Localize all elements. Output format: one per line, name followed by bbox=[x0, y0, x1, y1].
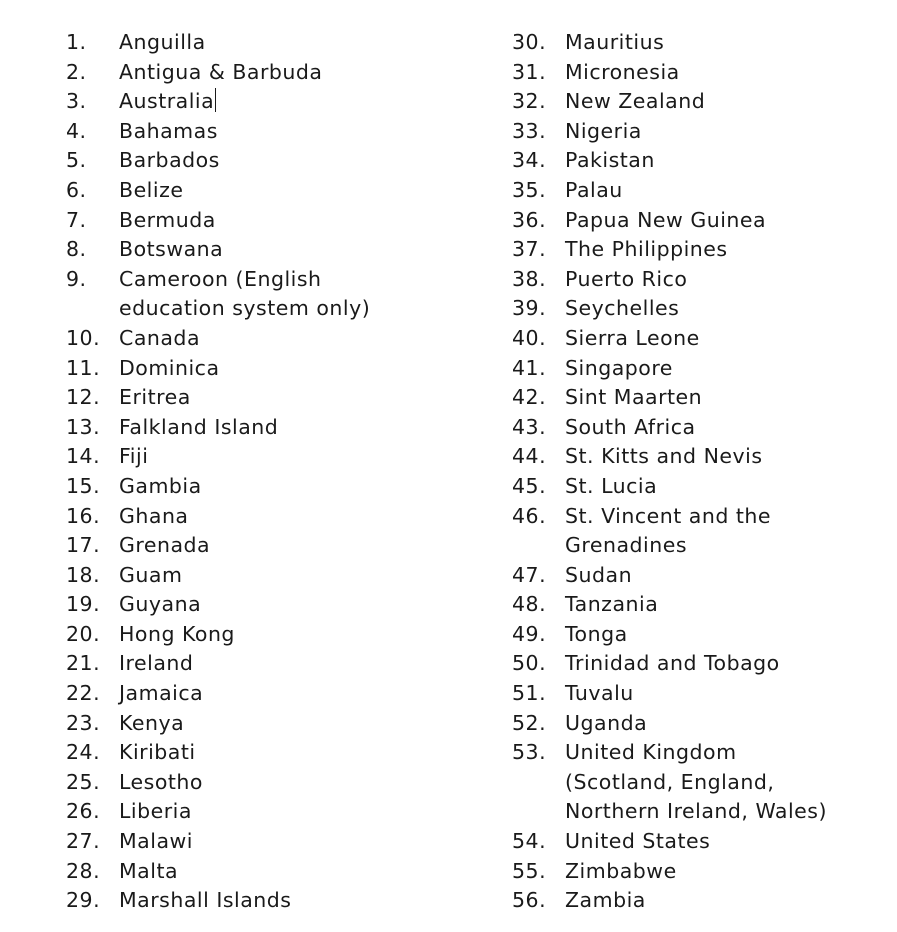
list-item-number: 8. bbox=[66, 237, 87, 262]
list-item-country-name: Tonga bbox=[565, 621, 628, 646]
list-item-country-name: Falkland Island bbox=[119, 414, 279, 439]
list-item-number: 55. bbox=[512, 858, 547, 883]
list-item-ireland bbox=[66, 649, 486, 679]
list-item-nigeria bbox=[512, 117, 892, 147]
list-item-st-kitts-and-nevis bbox=[512, 442, 892, 472]
list-item-anguilla bbox=[66, 28, 486, 58]
list-item-number: 18. bbox=[66, 562, 101, 587]
list-item-country-name: St. Kitts and Nevis bbox=[565, 444, 763, 469]
list-item-country-name: Canada bbox=[119, 325, 201, 350]
list-item-country-name: Botswana bbox=[119, 237, 224, 262]
list-item-number: 49. bbox=[512, 621, 547, 646]
list-item-country-name: Tanzania bbox=[565, 592, 659, 617]
list-item-number: 23. bbox=[66, 710, 101, 735]
list-item-number: 7. bbox=[66, 207, 87, 232]
list-item-country-name: New Zealand bbox=[565, 89, 706, 114]
list-item-country-name: Lesotho bbox=[119, 769, 203, 794]
list-item-number: 38. bbox=[512, 266, 547, 291]
list-item-number: 11. bbox=[66, 355, 101, 380]
list-item-guyana bbox=[66, 590, 486, 620]
list-item-country-name: Ghana bbox=[119, 503, 189, 528]
list-item-number: 27. bbox=[66, 829, 101, 854]
list-item-tonga bbox=[512, 620, 892, 650]
list-item-country-name: Puerto Rico bbox=[565, 266, 688, 291]
list-item-country-name: Eritrea bbox=[119, 385, 191, 410]
list-item-country-name: Trinidad and Tobago bbox=[565, 651, 780, 676]
list-item-country-name: United States bbox=[565, 829, 711, 854]
list-item-eritrea bbox=[66, 383, 486, 413]
list-item-singapore bbox=[512, 354, 892, 384]
list-item-number: 12. bbox=[66, 385, 101, 410]
list-item-country-name: South Africa bbox=[565, 414, 696, 439]
list-item-number: 40. bbox=[512, 325, 547, 350]
list-item-country-name: Sierra Leone bbox=[565, 325, 700, 350]
list-item-country-name: Kenya bbox=[119, 710, 185, 735]
list-item-number: 52. bbox=[512, 710, 547, 735]
list-item-country-name: Tuvalu bbox=[565, 681, 634, 706]
list-item-country-name: Sudan bbox=[565, 562, 633, 587]
list-item-country-name: Malawi bbox=[119, 829, 193, 854]
list-item-number: 2. bbox=[66, 59, 87, 84]
list-item-country-name: Zimbabwe bbox=[565, 858, 677, 883]
list-item-number: 32. bbox=[512, 89, 547, 114]
list-item-number: 3. bbox=[66, 89, 87, 114]
list-item-papua-new-guinea bbox=[512, 206, 892, 236]
list-item-country-name: Mauritius bbox=[565, 30, 665, 54]
list-item-antigua-barbuda bbox=[66, 58, 486, 88]
list-item-tuvalu bbox=[512, 679, 892, 709]
list-item-number: 33. bbox=[512, 118, 547, 143]
list-item-country-name: Dominica bbox=[119, 355, 220, 380]
list-item-number: 34. bbox=[512, 148, 547, 173]
list-item-country-name: Kiribati bbox=[119, 740, 196, 765]
list-item-country-name: Bahamas bbox=[119, 118, 218, 143]
list-item-kiribati bbox=[66, 738, 486, 768]
list-item-number: 29. bbox=[66, 888, 101, 913]
list-item-sierra-leone bbox=[512, 324, 892, 354]
list-item-country-name: Ireland bbox=[119, 651, 194, 676]
list-item-country-name: Cameroon (English education system only) bbox=[119, 266, 371, 321]
list-item-australia bbox=[66, 87, 486, 117]
list-item-country-name: Antigua & Barbuda bbox=[119, 59, 323, 84]
list-item-united-kingdom bbox=[512, 738, 892, 827]
list-item-country-name: Singapore bbox=[565, 355, 673, 380]
list-item-number: 20. bbox=[66, 621, 101, 646]
list-item-number: 50. bbox=[512, 651, 547, 676]
list-item-country-name: Guam bbox=[119, 562, 183, 587]
list-item-st-lucia bbox=[512, 472, 892, 502]
list-item-malawi bbox=[66, 827, 486, 857]
list-item-kenya bbox=[66, 709, 486, 739]
list-item-country-name: Australia bbox=[119, 89, 215, 114]
list-item-number: 5. bbox=[66, 148, 87, 173]
list-item-country-name: Anguilla bbox=[119, 30, 206, 54]
list-item-guam bbox=[66, 561, 486, 591]
list-item-number: 36. bbox=[512, 207, 547, 232]
list-item-number: 1. bbox=[66, 30, 87, 54]
list-item-micronesia bbox=[512, 58, 892, 88]
list-item-pakistan bbox=[512, 146, 892, 176]
list-item-fiji bbox=[66, 442, 486, 472]
list-item-number: 9. bbox=[66, 266, 87, 291]
list-item-the-philippines bbox=[512, 235, 892, 265]
list-item-number: 28. bbox=[66, 858, 101, 883]
list-item-country-name: Grenada bbox=[119, 533, 211, 558]
list-item-country-name: Zambia bbox=[565, 888, 646, 913]
list-item-liberia bbox=[66, 797, 486, 827]
list-item-puerto-rico bbox=[512, 265, 892, 295]
text-cursor-caret bbox=[215, 88, 216, 112]
list-item-number: 53. bbox=[512, 740, 547, 765]
list-item-country-name: Liberia bbox=[119, 799, 192, 824]
list-item-number: 54. bbox=[512, 829, 547, 854]
list-item-jamaica bbox=[66, 679, 486, 709]
list-item-south-africa bbox=[512, 413, 892, 443]
list-item-country-name: Micronesia bbox=[565, 59, 680, 84]
list-item-country-name: Fiji bbox=[119, 444, 149, 469]
list-item-country-name: Jamaica bbox=[119, 681, 204, 706]
list-item-number: 30. bbox=[512, 30, 547, 54]
country-list-left-column bbox=[66, 28, 486, 916]
list-item-botswana bbox=[66, 235, 486, 265]
list-item-number: 45. bbox=[512, 473, 547, 498]
list-item-number: 47. bbox=[512, 562, 547, 587]
list-item-number: 17. bbox=[66, 533, 101, 558]
list-item-canada bbox=[66, 324, 486, 354]
list-item-palau bbox=[512, 176, 892, 206]
list-item-country-name: Palau bbox=[565, 177, 623, 202]
list-item-number: 10. bbox=[66, 325, 101, 350]
list-item-number: 15. bbox=[66, 473, 101, 498]
list-item-number: 13. bbox=[66, 414, 101, 439]
list-item-number: 48. bbox=[512, 592, 547, 617]
list-item-number: 6. bbox=[66, 177, 87, 202]
list-item-number: 25. bbox=[66, 769, 101, 794]
list-item-country-name: Pakistan bbox=[565, 148, 655, 173]
list-item-country-name: Belize bbox=[119, 177, 184, 202]
list-item-country-name: Marshall Islands bbox=[119, 888, 292, 913]
list-item-country-name: Seychelles bbox=[565, 296, 680, 321]
country-list-right-column bbox=[512, 28, 892, 916]
list-item-number: 24. bbox=[66, 740, 101, 765]
list-item-grenada bbox=[66, 531, 486, 561]
list-item-country-name: Gambia bbox=[119, 473, 202, 498]
list-item-malta bbox=[66, 857, 486, 887]
list-item-zambia bbox=[512, 886, 892, 916]
list-item-falkland-island bbox=[66, 413, 486, 443]
list-item-country-name: Nigeria bbox=[565, 118, 642, 143]
list-item-bermuda bbox=[66, 206, 486, 236]
list-item-number: 16. bbox=[66, 503, 101, 528]
list-item-st-vincent-and-the bbox=[512, 502, 892, 561]
list-item-country-name: Barbados bbox=[119, 148, 220, 173]
list-item-marshall-islands bbox=[66, 886, 486, 916]
list-item-zimbabwe bbox=[512, 857, 892, 887]
list-item-number: 4. bbox=[66, 118, 87, 143]
list-item-barbados bbox=[66, 146, 486, 176]
list-item-uganda bbox=[512, 709, 892, 739]
list-item-number: 51. bbox=[512, 681, 547, 706]
list-item-trinidad-and-tobago bbox=[512, 649, 892, 679]
list-item-dominica bbox=[66, 354, 486, 384]
list-item-country-name: St. Lucia bbox=[565, 473, 658, 498]
list-item-country-name: Sint Maarten bbox=[565, 385, 703, 410]
list-item-number: 26. bbox=[66, 799, 101, 824]
list-item-country-name: Uganda bbox=[565, 710, 648, 735]
list-item-bahamas bbox=[66, 117, 486, 147]
list-item-mauritius bbox=[512, 28, 892, 58]
list-item-number: 41. bbox=[512, 355, 547, 380]
list-item-country-name: St. Vincent and the Grenadines bbox=[565, 503, 772, 558]
list-item-sint-maarten bbox=[512, 383, 892, 413]
list-item-sudan bbox=[512, 561, 892, 591]
list-item-number: 43. bbox=[512, 414, 547, 439]
list-item-country-name: Guyana bbox=[119, 592, 202, 617]
list-item-number: 42. bbox=[512, 385, 547, 410]
list-item-number: 39. bbox=[512, 296, 547, 321]
list-item-number: 21. bbox=[66, 651, 101, 676]
list-item-country-name: Papua New Guinea bbox=[565, 207, 767, 232]
list-item-belize bbox=[66, 176, 486, 206]
list-item-number: 22. bbox=[66, 681, 101, 706]
list-item-united-states bbox=[512, 827, 892, 857]
list-item-number: 44. bbox=[512, 444, 547, 469]
list-item-gambia bbox=[66, 472, 486, 502]
list-item-number: 31. bbox=[512, 59, 547, 84]
list-item-country-name: Bermuda bbox=[119, 207, 216, 232]
list-item-ghana bbox=[66, 502, 486, 532]
list-item-hong-kong bbox=[66, 620, 486, 650]
list-item-new-zealand bbox=[512, 87, 892, 117]
list-item-number: 35. bbox=[512, 177, 547, 202]
list-item-country-name: United Kingdom (Scotland, England, Northern Ireland, Wales) bbox=[565, 740, 827, 824]
list-item-country-name: Hong Kong bbox=[119, 621, 235, 646]
list-item-number: 37. bbox=[512, 237, 547, 262]
list-item-number: 56. bbox=[512, 888, 547, 913]
list-item-cameroon-english bbox=[66, 265, 486, 324]
list-item-country-name: The Philippines bbox=[565, 237, 728, 262]
list-item-number: 14. bbox=[66, 444, 101, 469]
list-item-tanzania bbox=[512, 590, 892, 620]
list-item-number: 19. bbox=[66, 592, 101, 617]
list-item-country-name: Malta bbox=[119, 858, 179, 883]
list-item-lesotho bbox=[66, 768, 486, 798]
list-item-number: 46. bbox=[512, 503, 547, 528]
list-item-seychelles bbox=[512, 294, 892, 324]
